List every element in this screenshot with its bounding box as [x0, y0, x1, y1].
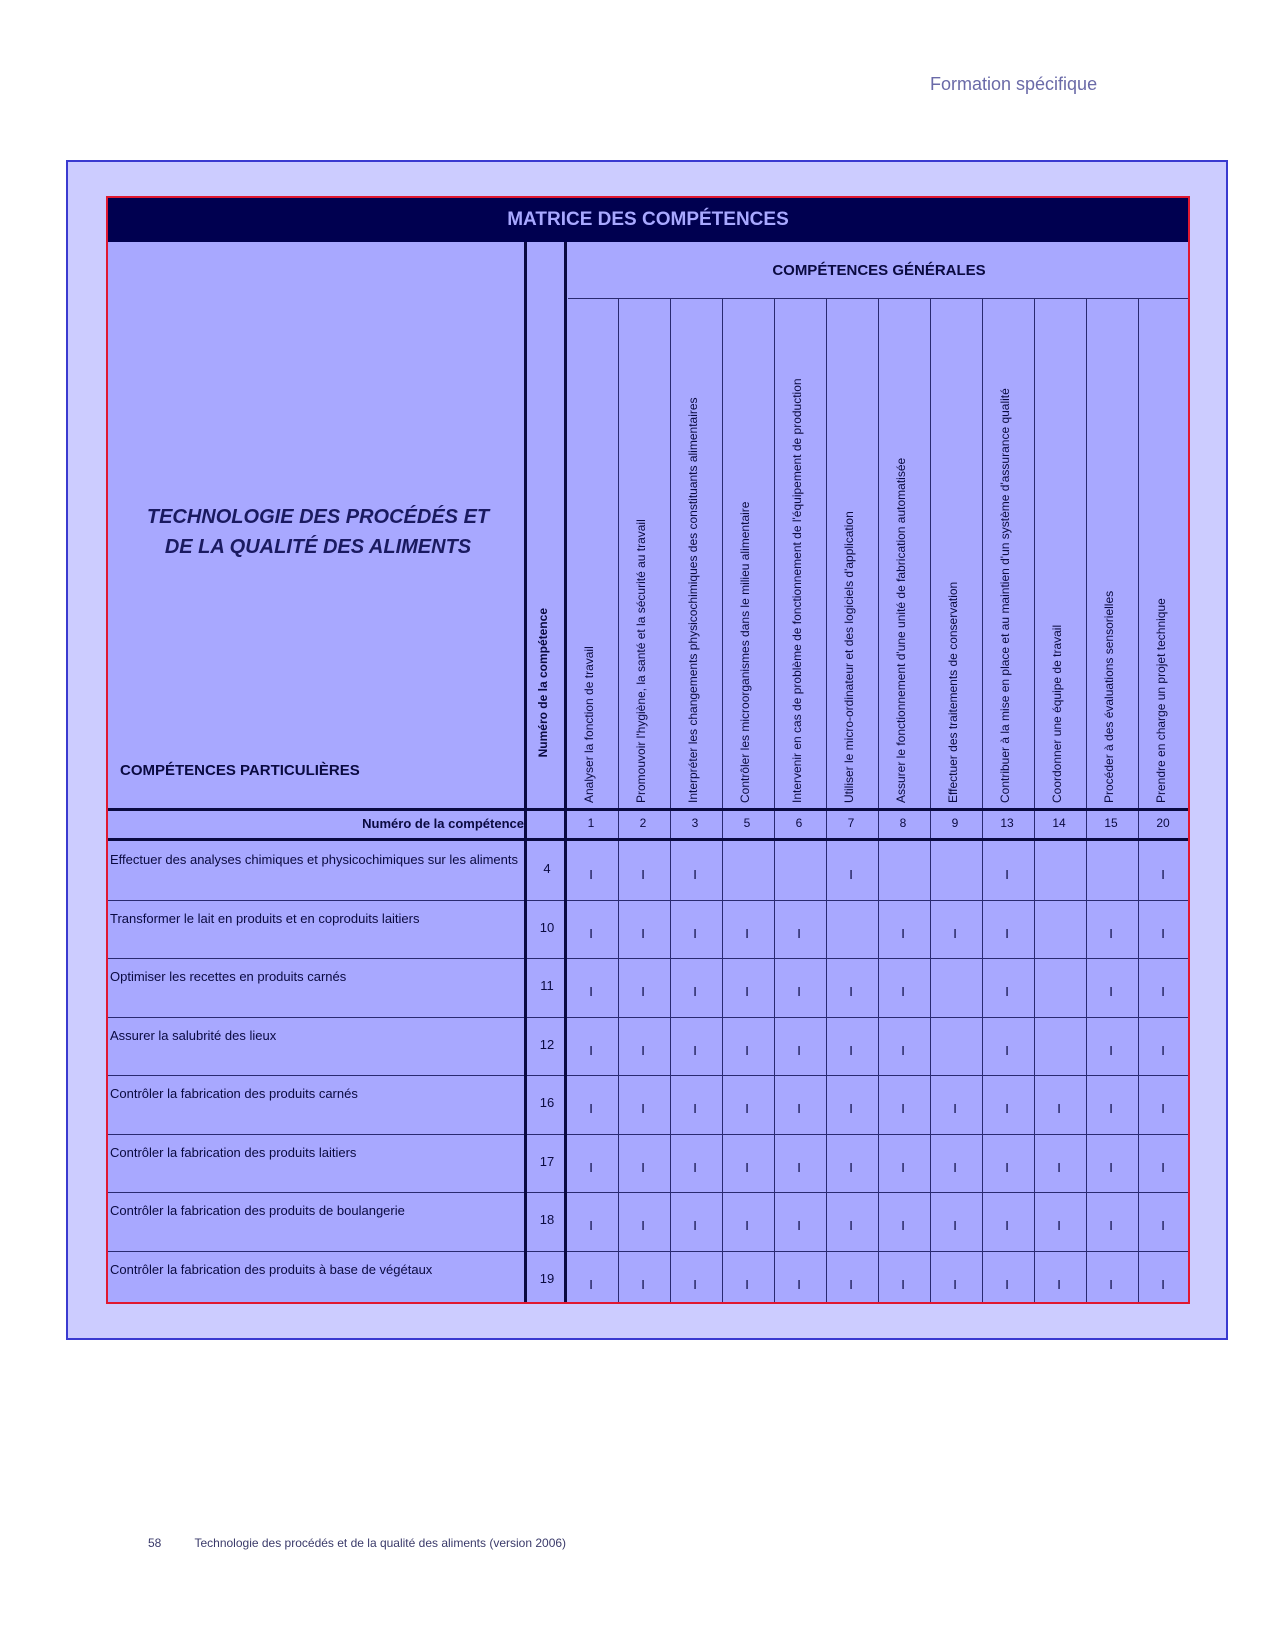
competency-link-mark: I	[901, 1276, 905, 1292]
competency-link-mark: I	[901, 1218, 905, 1233]
competency-link-mark: I	[1109, 1218, 1113, 1233]
competency-link-mark: I	[1161, 867, 1165, 882]
row-divider	[108, 900, 1188, 901]
competency-link-mark: I	[953, 1159, 957, 1175]
competency-link-mark: I	[641, 984, 645, 999]
particular-competency-label: Contrôler la fabrication des produits carnés	[110, 1086, 358, 1101]
competency-matrix	[106, 196, 1190, 1304]
column-divider	[982, 298, 983, 1304]
row-divider	[108, 1075, 1188, 1076]
competency-link-mark: I	[589, 984, 593, 999]
competency-link-mark: I	[797, 925, 801, 941]
competency-link-mark: I	[1057, 1276, 1061, 1292]
competency-link-mark: I	[1109, 1159, 1113, 1175]
competency-link-mark: I	[849, 1042, 853, 1058]
competency-link-mark: I	[797, 1218, 801, 1233]
column-divider	[1138, 298, 1139, 1304]
competency-link-mark: I	[849, 1276, 853, 1292]
general-competency-number: 1	[587, 816, 595, 830]
particular-competency-number: 11	[540, 978, 554, 993]
column-divider	[826, 298, 827, 1304]
competency-link-mark: I	[1005, 984, 1009, 999]
competency-link-mark: I	[693, 1276, 697, 1292]
row-divider	[108, 1017, 1188, 1018]
general-competency-label: Contrôler les microorganismes dans le milieu alimentaire	[738, 501, 752, 803]
competency-link-mark: I	[1109, 1276, 1113, 1292]
column-divider	[722, 298, 723, 1304]
competency-link-mark: I	[849, 984, 853, 999]
row-divider	[108, 1251, 1188, 1252]
competency-link-mark: I	[797, 1159, 801, 1175]
general-competency-label: Intervenir en cas de problème de fonctionnement de l'équipement de production	[790, 378, 804, 803]
general-competency-label: Assurer le fonctionnement d'une unité de fabrication automatisée	[894, 457, 908, 803]
competency-link-mark: I	[641, 1101, 645, 1116]
general-competency-number: 7	[847, 816, 855, 830]
general-competencies-label: COMPÉTENCES GÉNÉRALES	[568, 242, 1190, 299]
competency-link-mark: I	[745, 1159, 749, 1175]
column-divider	[878, 298, 879, 1304]
general-competency-label: Analyser la fonction de travail	[582, 646, 596, 803]
competency-link-mark: I	[1109, 1042, 1113, 1058]
general-competency-number: 8	[899, 816, 907, 830]
competency-link-mark: I	[1005, 1101, 1009, 1116]
particular-competency-label: Effectuer des analyses chimiques et physicochimiques sur les aliments	[110, 852, 519, 867]
column-divider	[670, 298, 671, 1304]
competency-link-mark: I	[1005, 925, 1009, 941]
general-competency-label: Prendre en charge un projet technique	[1154, 598, 1168, 803]
general-competency-number: 3	[691, 816, 699, 830]
program-title	[108, 502, 528, 562]
competency-link-mark: I	[1161, 984, 1165, 999]
matrix-title-bar	[108, 198, 1188, 242]
competency-link-mark: I	[901, 1101, 905, 1116]
competency-link-mark: I	[1057, 1101, 1061, 1116]
competency-link-mark: I	[693, 1042, 697, 1058]
particular-competency-number: 18	[539, 1212, 555, 1227]
particular-competency-label: Contrôler la fabrication des produits à base de végétaux	[110, 1261, 433, 1277]
competency-link-mark: I	[1005, 867, 1009, 882]
competency-link-mark: I	[1109, 925, 1113, 941]
competency-link-mark: I	[589, 1218, 593, 1233]
competency-link-mark: I	[745, 1101, 749, 1116]
competency-link-mark: I	[693, 1218, 697, 1233]
divider-number	[564, 242, 567, 1304]
competency-link-mark: I	[693, 1159, 697, 1175]
matrix-title: MATRICE DES COMPÉTENCES	[507, 209, 789, 230]
competency-link-mark: I	[589, 925, 593, 941]
competency-link-mark: I	[641, 1276, 645, 1292]
competency-link-mark: I	[693, 1101, 697, 1116]
general-competency-number: 13	[1000, 816, 1014, 830]
competency-link-mark: I	[745, 984, 749, 999]
column-divider	[930, 298, 931, 1304]
competency-link-mark: I	[745, 925, 749, 941]
competency-link-mark: I	[1005, 1042, 1009, 1058]
column-divider	[1086, 298, 1087, 1304]
general-competency-number: 6	[795, 816, 803, 830]
competency-link-mark: I	[849, 867, 853, 882]
general-competency-number: 5	[743, 816, 751, 830]
program-header	[108, 242, 528, 810]
divider-header	[108, 808, 1188, 811]
competency-link-mark: I	[1109, 1101, 1113, 1116]
program-title-line1: TECHNOLOGIE DES PROCÉDÉS ET	[146, 506, 490, 528]
competency-link-mark: I	[1161, 925, 1165, 941]
competency-link-mark: I	[1005, 1159, 1009, 1175]
particular-competency-number: 10	[539, 919, 555, 935]
competency-link-mark: I	[953, 1218, 957, 1233]
competency-link-mark: I	[589, 867, 593, 882]
competency-link-mark: I	[1161, 1101, 1165, 1116]
competency-link-mark: I	[589, 1276, 593, 1292]
row-divider	[108, 1134, 1188, 1135]
competency-link-mark: I	[901, 1042, 905, 1058]
competency-link-mark: I	[1057, 1218, 1061, 1233]
row-divider	[108, 958, 1188, 959]
program-title-line2: DE LA QUALITÉ DES ALIMENTS	[164, 536, 472, 558]
competency-link-mark: I	[589, 1042, 593, 1058]
competency-link-mark: I	[641, 925, 645, 941]
general-competency-label: Interpréter les changements physicochimiques des constituants alimentaires	[686, 397, 700, 803]
competency-link-mark: I	[1109, 984, 1113, 999]
competency-link-mark: I	[1161, 1276, 1165, 1292]
competency-link-mark: I	[797, 1276, 801, 1292]
footer-page-number: 58	[148, 1536, 162, 1550]
column-divider	[618, 298, 619, 1304]
number-row-label: Numéro de la compétence	[362, 816, 524, 831]
particular-competency-label: Transformer le lait en produits et en coproduits laitiers	[110, 910, 420, 926]
particular-competency-number: 19	[539, 1270, 555, 1286]
page-footer	[148, 1536, 566, 1550]
divider-left	[524, 242, 527, 1304]
competency-link-mark: I	[1161, 1218, 1165, 1233]
general-competency-label: Procéder à des évaluations sensorielles	[1102, 590, 1116, 803]
row-divider	[108, 1192, 1188, 1193]
competency-link-mark: I	[797, 984, 801, 999]
competency-link-mark: I	[901, 984, 905, 999]
particular-competency-number: 16	[539, 1095, 555, 1110]
number-column-label: Numéro de la compétence	[536, 608, 550, 758]
particular-competency-label: Optimiser les recettes en produits carnés	[110, 969, 347, 984]
particular-competency-label: Contrôler la fabrication des produits de boulangerie	[110, 1203, 405, 1218]
general-competency-number: 15	[1104, 816, 1118, 830]
competency-link-mark: I	[641, 1042, 645, 1058]
general-competency-number: 9	[951, 816, 959, 830]
footer-title: Technologie des procédés et de la qualité des aliments (version 2006)	[194, 1536, 567, 1550]
competency-link-mark: I	[589, 1159, 593, 1175]
competency-link-mark: I	[641, 867, 645, 882]
particular-competencies-label: COMPÉTENCES PARTICULIÈRES	[120, 762, 360, 779]
competency-link-mark: I	[641, 1159, 645, 1175]
competency-link-mark: I	[1005, 1276, 1009, 1292]
general-competency-number: 14	[1052, 816, 1066, 830]
column-divider	[774, 298, 775, 1304]
competency-link-mark: I	[693, 867, 697, 882]
particular-competency-number: 4	[543, 861, 551, 876]
competency-link-mark: I	[849, 1218, 853, 1233]
competency-link-mark: I	[745, 1218, 749, 1233]
competency-link-mark: I	[901, 1159, 905, 1175]
general-competency-label: Utiliser le micro-ordinateur et des logiciels d'application	[842, 511, 856, 803]
competency-link-mark: I	[797, 1101, 801, 1116]
competency-link-mark: I	[589, 1101, 593, 1116]
column-divider	[1034, 298, 1035, 1304]
divider-numbers	[108, 838, 1188, 841]
competency-link-mark: I	[693, 984, 697, 999]
competency-link-mark: I	[693, 925, 697, 941]
competency-link-mark: I	[849, 1101, 853, 1116]
competency-link-mark: I	[849, 1159, 853, 1175]
general-competency-label: Promouvoir l'hygiène, la santé et la sécurité au travail	[634, 519, 648, 803]
particular-competency-label: Contrôler la fabrication des produits laitiers	[110, 1144, 357, 1160]
competency-link-mark: I	[1161, 1159, 1165, 1175]
section-header-label: Formation spécifique	[930, 74, 1098, 94]
competency-link-mark: I	[901, 925, 905, 941]
competency-link-mark: I	[953, 925, 957, 941]
general-competency-number: 2	[639, 816, 647, 830]
competency-link-mark: I	[797, 1042, 801, 1058]
competency-link-mark: I	[745, 1276, 749, 1292]
competency-link-mark: I	[1057, 1159, 1061, 1175]
competency-link-mark: I	[745, 1042, 749, 1058]
competency-link-mark: I	[1161, 1042, 1165, 1058]
particular-competency-number: 17	[539, 1153, 555, 1169]
general-competency-number: 20	[1156, 816, 1170, 830]
general-competency-label: Effectuer des traitements de conservation	[946, 581, 960, 803]
general-competency-label: Contribuer à la mise en place et au maintien d'un système d'assurance qualité	[998, 388, 1012, 803]
competency-link-mark: I	[953, 1276, 957, 1292]
competency-link-mark: I	[953, 1101, 957, 1116]
competency-link-mark: I	[641, 1218, 645, 1233]
particular-competency-label: Assurer la salubrité des lieux	[110, 1027, 277, 1043]
general-competency-label: Coordonner une équipe de travail	[1050, 624, 1064, 803]
competency-link-mark: I	[1005, 1218, 1009, 1233]
particular-competency-number: 12	[539, 1036, 555, 1052]
